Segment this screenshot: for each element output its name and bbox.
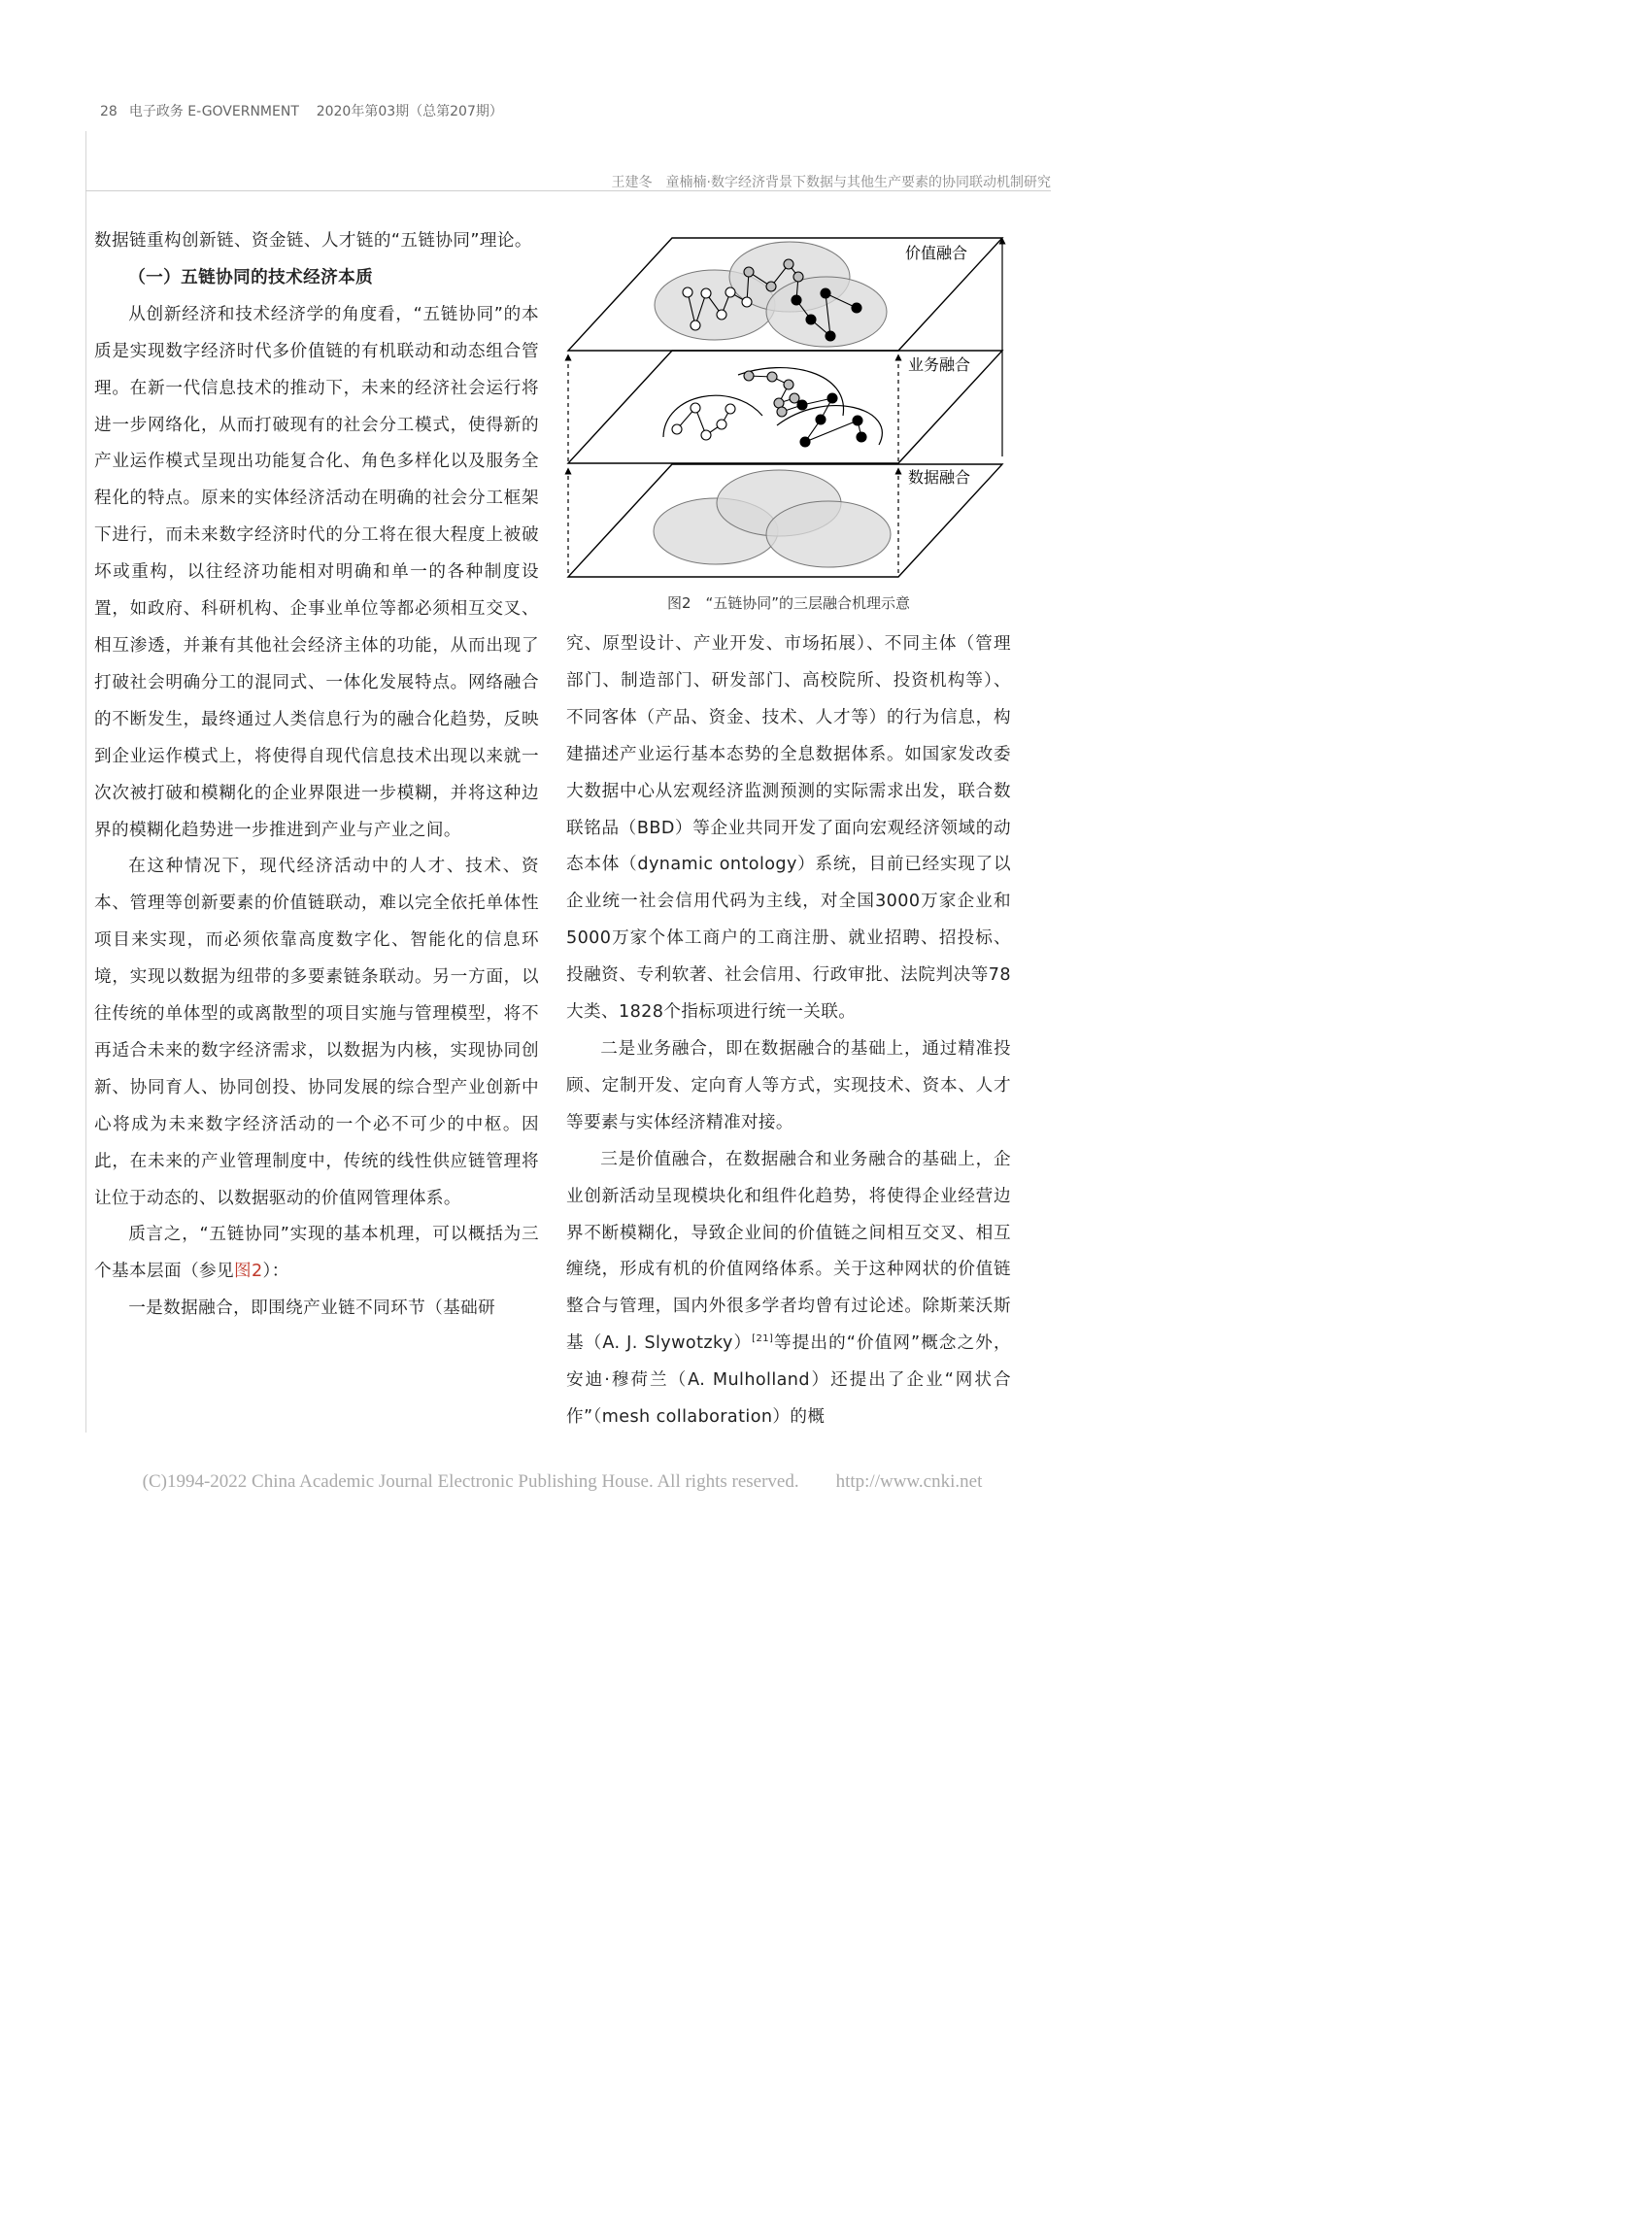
right-column	[566, 626, 1011, 1436]
paragraph: 一是数据融合，即围绕产业链不同环节（基础研	[128, 1298, 496, 1319]
layer-label-data: 数据融合	[908, 468, 971, 487]
three-layer-diagram	[558, 229, 1015, 589]
journal-name: 电子政务 E-GOVERNMENT	[128, 104, 299, 119]
paragraph	[94, 1217, 539, 1291]
paragraph: 究、原型设计、产业开发、市场拓展）、不同主体（管理部门、制造部门、研发部门、高校院所、投资机构等）、不同客体（产品、资金、技术、人才等）的行为信息，构建描述产业运行基本态势的全息数据体系。如国家发改委大数据中心从宏观经济监测预测的实际需求出发，联合数联铭品（BBD）等企业共同开发了面向宏观经济领域的动态本体（dynamic ontology）系统，目前已经实现了以企业统一社会信用代码为主线，对全国3000万家企业和5000万家个体工商户的工商注册、就业招聘、招投标、投融资、专利软著、社会信用、行政审批、法院判决等78大类、1828个指标项进行统一关联。	[566, 634, 1011, 1023]
paragraph: 在这种情况下，现代经济活动中的人才、技术、资本、管理等创新要素的价值链联动，难以完全依托单体性项目来实现，而必须依靠高度数字化、智能化的信息环境，实现以数据为纽带的多要素链条联动。另一方面，以往传统的单体型的或离散型的项目实施与管理模型，将不再适合未来的数字经济需求，以数据为内核，实现协同创新、协同育人、协同创投、协同发展的综合型产业创新中心将成为未来数字经济活动的一个必不可少的中枢。因此，在未来的产业管理制度中，传统的线性供应链管理将让位于动态的、以数据驱动的价值网管理体系。	[94, 857, 539, 1208]
header-rule	[85, 190, 1051, 191]
paragraph-text: ）：	[262, 1262, 289, 1282]
margin-rule	[85, 131, 86, 1433]
paragraph	[566, 1142, 1011, 1436]
figure-reference-link[interactable]: 图2	[233, 1262, 263, 1282]
paragraph-text: 三是价值融合，在数据融合和业务融合的基础上，企业创新活动呈现模块化和组件化趋势，将使得企业经营边界不断模糊化，导致企业间的价值链之间相互交叉、相互缠绕，形成有机的价值网络体系。关于这种网状的价值链整合与管理，国内外很多学者均曾有过论述。除斯莱沃斯基（A. J. Slywotzky）	[566, 1149, 1011, 1354]
data-blob	[766, 501, 891, 567]
paragraph-text: 等提出的“价值网”概念之外，安迪·穆荷兰（A. Mulholland）还提出了企业“网状合作”（mesh collaboration）的概	[566, 1333, 1011, 1428]
layer-label-value: 价值融合	[905, 244, 968, 262]
business-network	[672, 371, 866, 447]
figure-caption: 图2 “五链协同”的三层融合机理示意	[666, 594, 911, 612]
section-heading: （一）五链协同的技术经济本质	[128, 267, 374, 287]
running-title: 王建冬 童楠楠·数字经济背景下数据与其他生产要素的协同联动机制研究	[611, 175, 1051, 190]
page-header	[100, 101, 503, 120]
paragraph-text: 质言之，“五链协同”实现的基本机理，可以概括为三个基本层面（参见	[94, 1225, 539, 1282]
paragraph: 从创新经济和技术经济学的角度看，“五链协同”的本质是实现数字经济时代多价值链的有机联动和动态组合管理。在新一代信息技术的推动下，未来的经济社会运行将进一步网络化，从而打破现有的社会分工模式，使得新的产业运作模式呈现出功能复合化、角色多样化以及服务全程化的特点。原来的实体经济活动在明确的社会分工框架下进行，而未来数字经济时代的分工将在很大程度上被破坏或重构，以往经济功能相对明确和单一的各种制度设置，如政府、科研机构、企事业单位等都必须相互交叉、相互渗透，并兼有其他社会经济主体的功能，从而出现了打破社会明确分工的混同式、一体化发展特点。网络融合的不断发生，最终通过人类信息行为的融合化趋势，反映到企业运作模式上，将使得自现代信息技术出现以来就一次次被打破和模糊化的企业界限进一步模糊，并将这种边界的模糊化趋势进一步推进到产业与产业之间。	[94, 304, 539, 840]
page-number: 28	[100, 104, 118, 119]
copyright-footer: (C)1994-2022 China Academic Journal Electronic Publishing House. All rights reserved. http://www.cnki.net	[142, 1471, 983, 1492]
citation-reference[interactable]: [21]	[752, 1333, 774, 1345]
paragraph: 二是业务融合，即在数据融合的基础上，通过精准投顾、定制开发、定向育人等方式，实现技术、资本、人才等要素与实体经济精准对接。	[566, 1038, 1011, 1132]
paragraph: 数据链重构创新链、资金链、人才链的“五链协同”理论。	[94, 231, 532, 251]
left-column	[94, 223, 539, 1328]
issue-info: 2020年第03期（总第207期）	[316, 104, 503, 119]
layer-label-business: 业务融合	[908, 355, 971, 374]
